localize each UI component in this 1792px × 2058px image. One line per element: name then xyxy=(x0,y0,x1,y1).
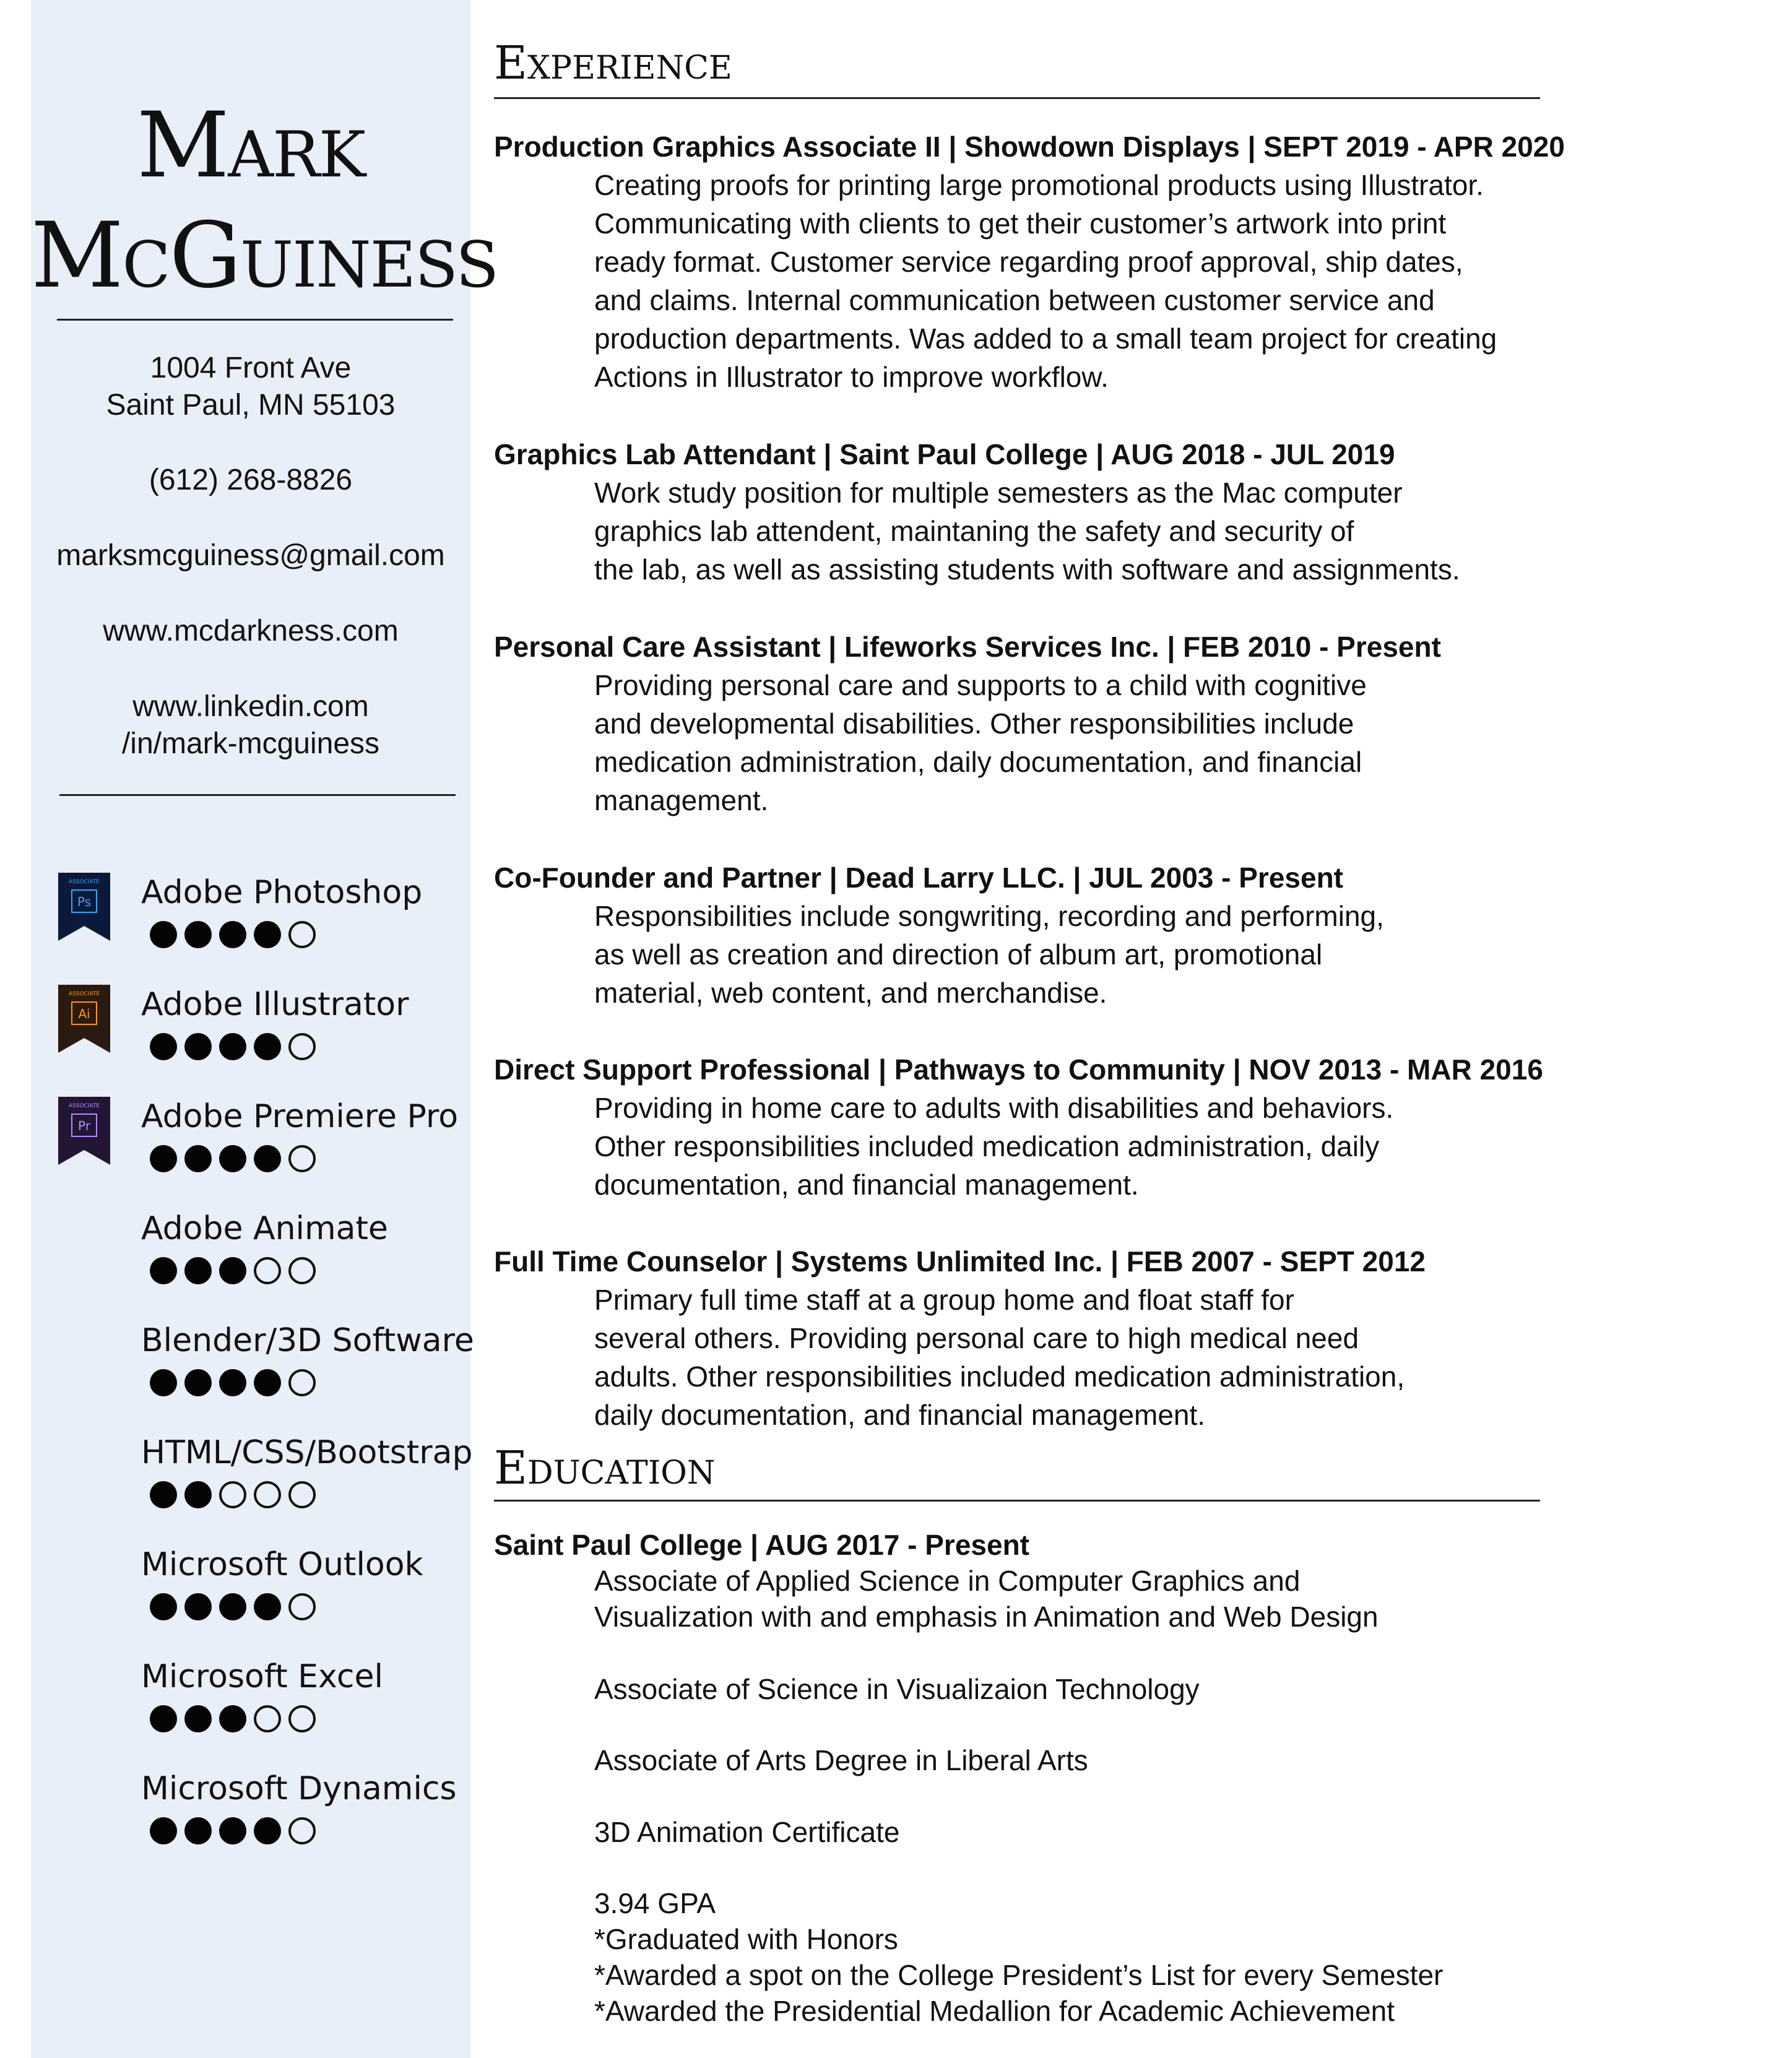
degree2: Associate of Science in Visualizaion Technology xyxy=(594,1673,1200,1705)
job-description-line: and claims. Internal communication between customer service and xyxy=(594,284,1435,316)
email-link[interactable]: marksmcguiness@gmail.com xyxy=(56,539,445,572)
job-description-line: medication administration, daily documentation, and financial xyxy=(594,746,1362,778)
education-title: Education xyxy=(494,1442,716,1495)
job-description-line: several others. Providing personal care to high medical need xyxy=(594,1322,1359,1354)
rating-dot-filled xyxy=(184,1705,212,1732)
rating-dot-filled xyxy=(150,1145,177,1172)
name-first: Mark xyxy=(136,93,365,198)
svg-text:ASSOCIATE: ASSOCIATE xyxy=(68,879,100,885)
job-description-line: ready format. Customer service regarding proof approval, ship dates, xyxy=(594,246,1463,278)
degree1-line1: Associate of Applied Science in Computer Graphics and xyxy=(594,1565,1301,1597)
rating-dot-empty xyxy=(288,1705,316,1732)
skill-name: Microsoft Excel xyxy=(141,1658,383,1695)
degree1-line2: Visualization with and emphasis in Animation and Web Design xyxy=(594,1601,1379,1633)
skill-name: Adobe Premiere Pro xyxy=(141,1098,459,1135)
rating-dot-filled xyxy=(150,921,177,948)
job-description-line: Work study position for multiple semesters as the Mac computer xyxy=(594,477,1403,509)
rating-dot-filled xyxy=(184,1481,212,1508)
rating-dot-empty xyxy=(219,1481,246,1508)
job-heading: Production Graphics Associate II | Showdown Displays | SEPT 2019 - APR 2020 xyxy=(494,131,1565,163)
rating-dot-filled xyxy=(184,1145,212,1172)
skill-name: Microsoft Dynamics xyxy=(141,1770,457,1807)
rating-dot-filled xyxy=(150,1481,177,1508)
job-description-line: Other responsibilities included medication administration, daily xyxy=(594,1130,1380,1162)
experience-title: Experience xyxy=(494,37,732,90)
sidebar xyxy=(31,0,498,2058)
rating-dot-filled xyxy=(219,1257,246,1284)
skill-name: Adobe Animate xyxy=(141,1210,388,1247)
rating-dot-filled xyxy=(150,1705,177,1732)
rating-dot-filled xyxy=(219,921,246,948)
skill-item xyxy=(31,1769,470,1874)
skill-item xyxy=(31,1097,470,1202)
job-description-line: daily documentation, and financial management. xyxy=(594,1399,1206,1431)
rating-dot-filled xyxy=(150,1257,177,1284)
svg-text:Ps: Ps xyxy=(77,894,92,909)
job-description xyxy=(594,1281,1609,1434)
job-description xyxy=(594,473,1609,589)
skill-item xyxy=(31,1209,470,1314)
job-description-line: material, web content, and merchandise. xyxy=(594,977,1107,1009)
job-description-line: Communicating with clients to get their customer’s artwork into print xyxy=(594,207,1447,240)
svg-text:ASSOCIATE: ASSOCIATE xyxy=(68,991,100,997)
rating-dot-empty xyxy=(254,1257,281,1284)
rating-dot-filled xyxy=(254,1145,281,1172)
skill-name: Blender/3D Software xyxy=(141,1322,474,1359)
education-divider xyxy=(494,1500,1540,1502)
job-heading: Direct Support Professional | Pathways to Community | NOV 2013 - MAR 2016 xyxy=(494,1053,1543,1086)
rating-dot-filled xyxy=(219,1145,246,1172)
skill-item xyxy=(31,1545,470,1650)
job-description-line: documentation, and financial management. xyxy=(594,1169,1139,1201)
job-description-line: Responsibilities include songwriting, recording and performing, xyxy=(594,900,1384,932)
rating-dot-filled xyxy=(254,1593,281,1620)
rating-dot-filled xyxy=(184,1369,212,1396)
rating-dot-filled xyxy=(219,1705,246,1732)
rating-dot-filled xyxy=(184,921,212,948)
rating-dot-filled xyxy=(184,1033,212,1060)
address-line1: 1004 Front Ave xyxy=(150,352,352,384)
svg-text:Pr: Pr xyxy=(78,1118,90,1133)
skill-name: Microsoft Outlook xyxy=(141,1546,423,1583)
skill-item xyxy=(31,1433,473,1538)
job-description-line: the lab, as well as assisting students with software and assignments. xyxy=(594,553,1460,586)
job-heading: Co-Founder and Partner | Dead Larry LLC. | JUL 2003 - Present xyxy=(494,862,1344,894)
job-description-line: Creating proofs for printing large promotional products using Illustrator. xyxy=(594,169,1484,201)
degree3: Associate of Arts Degree in Liberal Arts xyxy=(594,1744,1088,1776)
rating-dot-filled xyxy=(184,1817,212,1844)
job-description-line: Actions in Illustrator to improve workflow. xyxy=(594,361,1109,393)
job-description-line: production departments. Was added to a small team project for creating xyxy=(594,322,1497,355)
certification-badge-icon xyxy=(58,1097,110,1165)
job-description xyxy=(594,1089,1609,1204)
gpa: 3.94 GPA xyxy=(594,1887,716,1919)
rating-dot-filled xyxy=(254,1369,281,1396)
job-description-line: as well as creation and direction of album art, promotional xyxy=(594,938,1323,971)
rating-dot-empty xyxy=(288,1033,316,1060)
rating-dot-filled xyxy=(184,1593,212,1620)
honor-2: *Awarded a spot on the College President’s List for every Semester xyxy=(594,1959,1444,1991)
linkedin-line2[interactable]: /in/mark-mcguiness xyxy=(121,727,380,760)
svg-text:Ai: Ai xyxy=(78,1006,90,1021)
rating-dot-filled xyxy=(150,1033,177,1060)
job-description-line: adults. Other responsibilities included medication administration, xyxy=(594,1360,1405,1393)
rating-dot-empty xyxy=(288,1593,316,1620)
name-last: McGuiness xyxy=(31,203,498,308)
job-description-line: Providing in home care to adults with disabilities and behaviors. xyxy=(594,1092,1394,1124)
job-heading: Personal Care Assistant | Lifeworks Services Inc. | FEB 2010 - Present xyxy=(494,631,1441,663)
job-description xyxy=(594,166,1609,396)
certification-badge-icon xyxy=(58,873,110,941)
job-heading: Graphics Lab Attendant | Saint Paul College | AUG 2018 - JUL 2019 xyxy=(494,438,1395,470)
certificate: 3D Animation Certificate xyxy=(594,1816,900,1848)
rating-dot-filled xyxy=(219,1593,246,1620)
rating-dot-filled xyxy=(184,1257,212,1284)
rating-dot-filled xyxy=(254,1033,281,1060)
phone: (612) 268-8826 xyxy=(149,464,353,496)
skill-item xyxy=(31,873,470,978)
job-description-line: management. xyxy=(594,784,769,816)
education-heading: Saint Paul College | AUG 2017 - Present xyxy=(494,1529,1029,1561)
address-line2: Saint Paul, MN 55103 xyxy=(106,389,396,422)
skill-name: HTML/CSS/Bootstrap xyxy=(141,1434,473,1471)
rating-dot-filled xyxy=(150,1369,177,1396)
name-divider xyxy=(57,319,453,321)
rating-dot-filled xyxy=(150,1593,177,1620)
job-description xyxy=(594,897,1609,1012)
job-description xyxy=(594,666,1609,819)
rating-dot-filled xyxy=(150,1817,177,1844)
rating-dot-filled xyxy=(254,1817,281,1844)
rating-dot-empty xyxy=(288,1481,316,1508)
svg-text:ASSOCIATE: ASSOCIATE xyxy=(68,1103,100,1109)
rating-dot-filled xyxy=(254,921,281,948)
job-description-line: graphics lab attendent, maintaning the safety and security of xyxy=(594,515,1354,547)
website-link[interactable]: www.mcdarkness.com xyxy=(103,615,399,647)
rating-dot-empty xyxy=(288,921,316,948)
rating-dot-filled xyxy=(219,1817,246,1844)
skill-item xyxy=(31,985,470,1090)
experience-divider xyxy=(494,97,1540,99)
rating-dot-empty xyxy=(288,1817,316,1844)
rating-dot-filled xyxy=(219,1033,246,1060)
linkedin-line1[interactable]: www.linkedin.com xyxy=(132,690,369,723)
rating-dot-filled xyxy=(219,1369,246,1396)
job-description-line: and developmental disabilities. Other responsibilities include xyxy=(594,707,1354,740)
certification-badge-icon xyxy=(58,985,110,1053)
rating-dot-empty xyxy=(288,1257,316,1284)
skill-name: Adobe Illustrator xyxy=(141,986,409,1023)
skill-item xyxy=(31,1321,474,1426)
honor-1: *Graduated with Honors xyxy=(594,1923,898,1955)
job-description-line: Providing personal care and supports to a child with cognitive xyxy=(594,669,1367,701)
contact-divider xyxy=(59,794,456,796)
job-description-line: Primary full time staff at a group home and float staff for xyxy=(594,1284,1294,1316)
skill-name: Adobe Photoshop xyxy=(141,874,423,911)
rating-dot-empty xyxy=(254,1481,281,1508)
skill-item xyxy=(31,1657,470,1762)
rating-dot-empty xyxy=(254,1705,281,1732)
honor-3: *Awarded the Presidential Medallion for Academic Achievement xyxy=(594,1995,1395,2027)
job-heading: Full Time Counselor | Systems Unlimited Inc. | FEB 2007 - SEPT 2012 xyxy=(494,1245,1426,1278)
rating-dot-empty xyxy=(288,1145,316,1172)
rating-dot-empty xyxy=(288,1369,316,1396)
